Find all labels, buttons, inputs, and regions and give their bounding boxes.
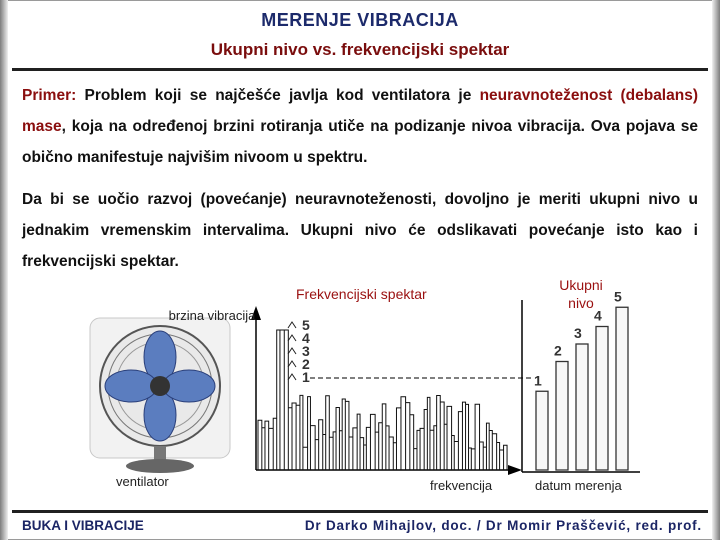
fan-icon [90, 318, 230, 473]
peak-number: 4 [302, 330, 310, 346]
bottom-divider [12, 510, 708, 513]
example-text-highlight: neuravnoteženost (debalans) mase [22, 87, 698, 135]
peak-number: 1 [302, 369, 310, 385]
slide-title: MERENJE VIBRACIJA [261, 10, 459, 30]
bar-number: 4 [594, 307, 602, 324]
example-label: Primer: [22, 87, 77, 104]
peak-number: 5 [302, 317, 310, 333]
fan-caption: ventilator [116, 474, 169, 489]
peak-arrow [288, 335, 296, 341]
paragraph-overall-level: Da bi se uočio razvoj (povećanje) neuravnoteženosti, dovoljno je meriti ukupni nivo u jednakim vremenskim intervalima. Ukupni nivo će odslikavati povećanje isto kao i frekvencijski spektar. [22, 191, 698, 270]
peak-number: 2 [302, 356, 310, 372]
slide-subtitle: Ukupni nivo vs. frekvencijski spektar [210, 40, 510, 59]
bar-number: 1 [534, 372, 542, 389]
peak-arrow [288, 322, 296, 328]
spectrum-title: Frekvencijski spektar [296, 286, 427, 302]
bar-number: 5 [614, 288, 622, 305]
overall-bars [534, 288, 628, 470]
spectrum-x-label: frekvencija [430, 478, 493, 493]
overall-bar [616, 307, 628, 470]
peak-labels [288, 317, 310, 385]
overall-x-label: datum merenja [535, 478, 622, 493]
y-axis-label: brzina vibracija [168, 308, 256, 323]
footer-authors: Dr Darko Mihajlov, doc. / Dr Momir Praščević, red. prof. [304, 518, 702, 533]
peak-arrow [288, 374, 296, 380]
footer-course: BUKA I VIBRACIJE [22, 518, 144, 533]
example-text-a: Problem koji se najčešće javlja kod ventilatora je [76, 87, 480, 104]
spectrum-line [258, 330, 507, 470]
peak-arrow [288, 361, 296, 367]
overall-bar [596, 327, 608, 471]
peak-number: 3 [302, 343, 310, 359]
bar-number: 2 [554, 342, 562, 359]
peak-arrow [288, 348, 296, 354]
bar-number: 3 [574, 325, 582, 341]
overall-title: Ukupni nivo [559, 277, 603, 311]
overall-bar [556, 362, 568, 471]
overall-bar [576, 344, 588, 470]
example-text-b: , koja na određenoj brzini rotiranja utiče na podizanje nivoa vibracija. Ova pojava se obično manifestuje najvišim nivoom u spektru. [22, 118, 698, 166]
overall-bar [536, 391, 548, 470]
spectrum-plot [258, 330, 507, 470]
spectrum-x-arrow [508, 465, 522, 475]
